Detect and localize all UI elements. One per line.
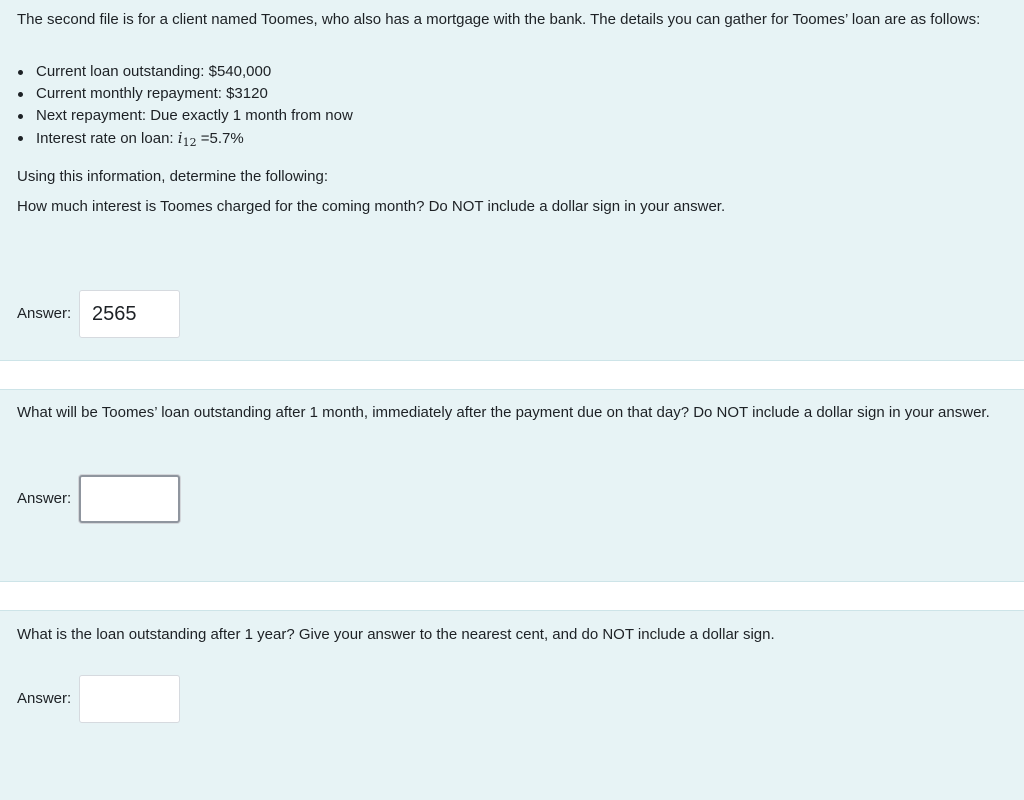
answer-label-3: Answer: — [17, 690, 72, 707]
question-2-panel — [0, 389, 1024, 582]
interest-rate-prefix: Interest rate on loan: — [36, 130, 178, 147]
question-3-panel — [0, 610, 1024, 800]
answer-input-3[interactable] — [79, 675, 180, 723]
list-item: Next repayment: Due exactly 1 month from now — [17, 105, 353, 127]
interest-rate-value: =5.7% — [196, 130, 244, 147]
question-2-text: What will be Toomes’ loan outstanding after 1 month, immediately after the payment due on that day? Do NOT include a dollar sign in your answer. — [17, 404, 990, 421]
answer-input-2[interactable] — [79, 475, 180, 523]
loan-details-list — [17, 61, 353, 154]
list-item: Current loan outstanding: $540,000 — [17, 61, 353, 83]
question-3-text: What is the loan outstanding after 1 year? Give your answer to the nearest cent, and do NOT include a dollar sign. — [17, 626, 775, 643]
interest-rate-subscript: 12 — [182, 136, 197, 149]
question-1-panel — [0, 0, 1024, 361]
answer-label-1: Answer: — [17, 305, 72, 322]
list-item-interest-rate — [17, 127, 353, 154]
instruction-text: Using this information, determine the following: — [17, 168, 328, 185]
answer-input-1[interactable]: 2565 — [79, 290, 180, 338]
list-item: Current monthly repayment: $3120 — [17, 83, 353, 105]
interest-rate-symbol — [178, 129, 197, 147]
question-1-text: How much interest is Toomes charged for the coming month? Do NOT include a dollar sign in your answer. — [17, 198, 726, 215]
question-1-intro: The second file is for a client named Toomes, who also has a mortgage with the bank. The details you can gather for Toomes’ loan are as follows: — [17, 11, 981, 28]
interest-rate-symbol-letter: i — [177, 129, 183, 147]
answer-label-2: Answer: — [17, 490, 72, 507]
